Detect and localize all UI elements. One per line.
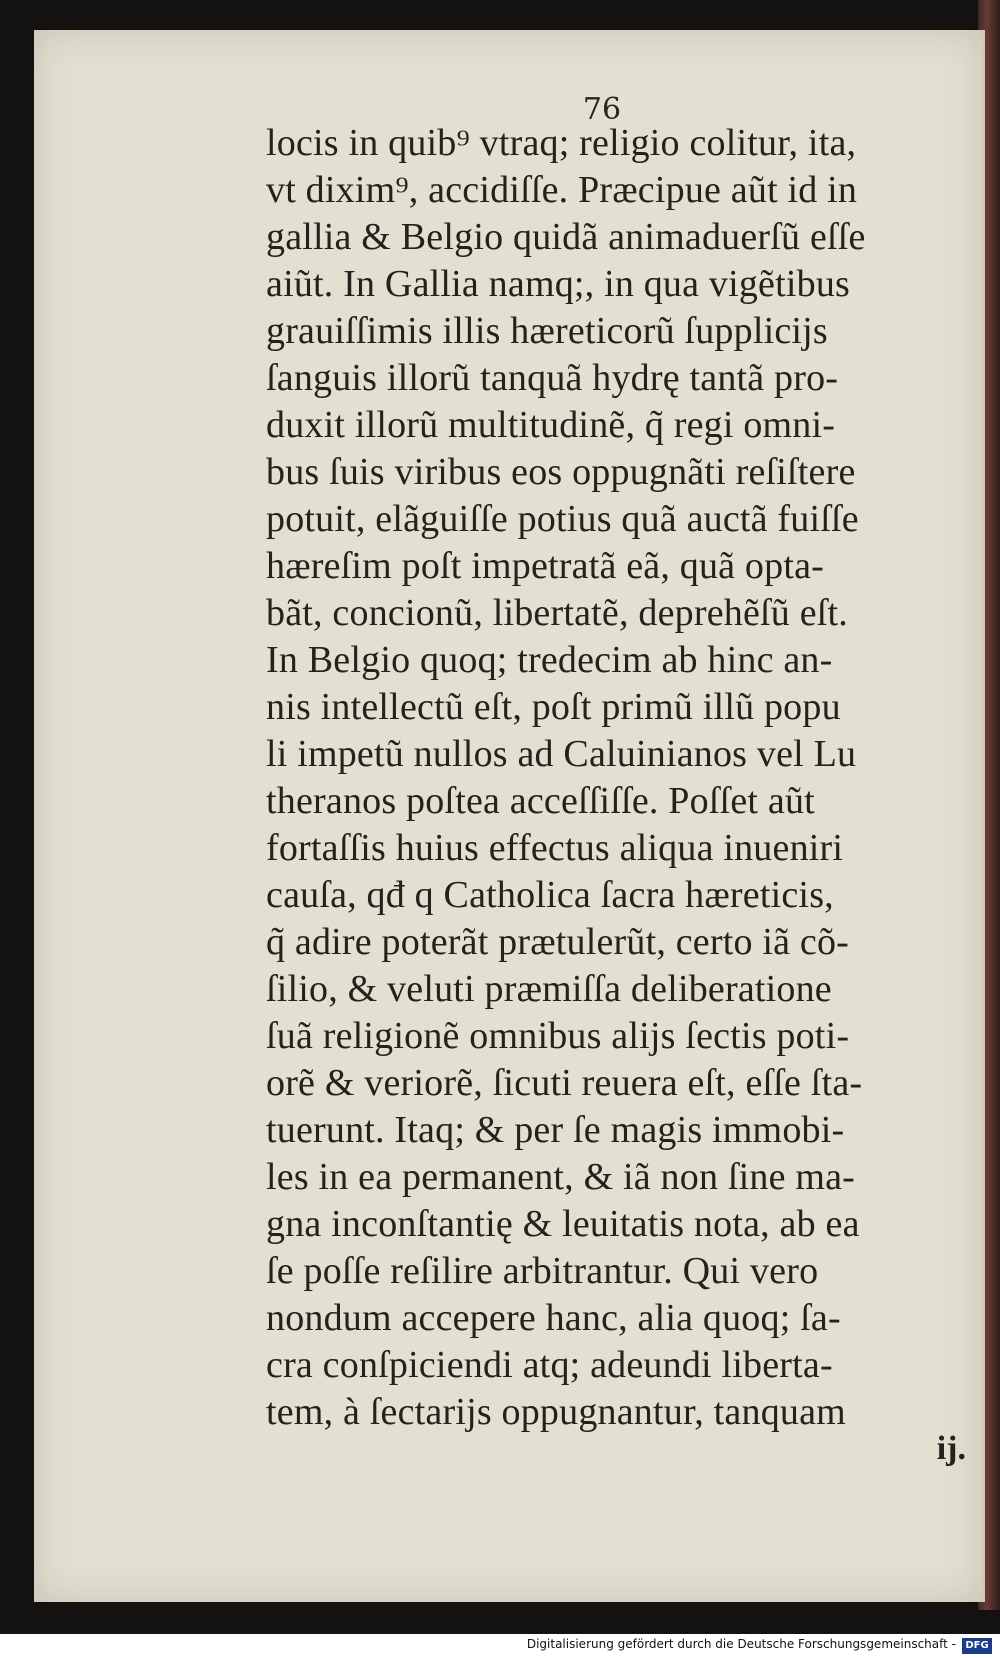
text-line: grauiſſimis illis hæreticorũ ſupplicijs: [266, 310, 828, 352]
text-line: tem, à ſectarijs oppugnantur, tanquam: [266, 1391, 846, 1433]
text-line: ſanguis illorũ tanquã hydrę tantã pro-: [266, 357, 839, 399]
text-line: In Belgio quoq; tredecim ab hinc an-: [266, 639, 833, 681]
text-line: theranos poſtea acceſſiſſe. Poſſet aũt: [266, 780, 815, 822]
text-line: nondum accepere hanc, alia quoq; ſa-: [266, 1297, 841, 1339]
text-line: bus ſuis viribus eos oppugnãti reſiſtere: [266, 451, 856, 493]
body-text: [266, 120, 974, 1436]
text-line: gna inconſtantię & leuitatis nota, ab ea: [266, 1203, 860, 1245]
text-line: ſuã religionẽ omnibus alijs ſectis poti-: [266, 1015, 850, 1057]
text-line: fortaſſis huius effectus aliqua inueniri: [266, 827, 844, 869]
text-line: vt dixim⁹, accidiſſe. Præcipue aũt id in: [266, 169, 858, 211]
text-line: potuit, elãguiſſe potius quã auctã fuiſſe: [266, 498, 859, 540]
text-line: q̃ adire poterãt prætulerũt, certo iã cõ-: [266, 921, 850, 963]
text-line: li impetũ nullos ad Caluinianos vel Lu: [266, 733, 857, 775]
text-line: duxit illorũ multitudinẽ, q̃ regi omni-: [266, 404, 836, 446]
text-line: cauſa, qđ q Catholica ſacra hæreticis,: [266, 874, 834, 916]
text-line: ſilio, & veluti præmiſſa deliberatione: [266, 968, 832, 1010]
text-line: cra conſpiciendi atq; adeundi liberta-: [266, 1344, 833, 1386]
text-line: les in ea permanent, & iã non ſine ma-: [266, 1156, 856, 1198]
text-line: aiũt. In Gallia namq;, in qua vigẽtibus: [266, 263, 851, 305]
text-line: tuerunt. Itaq; & per ſe magis immobi-: [266, 1109, 845, 1151]
funding-credit: Digitalisierung gefördert durch die Deutsche Forschungsgemeinschaft -: [526, 1637, 956, 1651]
text-line: nis intellectũ eſt, poſt primũ illũ popu: [266, 686, 841, 728]
footer-bar: [0, 1634, 1000, 1658]
page-number: 76: [582, 92, 622, 127]
text-line: locis in quib⁹ vtraq; religio colitur, ita,: [266, 122, 857, 164]
text-line: gallia & Belgio quidã animaduerſũ eſſe: [266, 216, 866, 258]
text-line: bãt, concionũ, libertatẽ, deprehẽſũ eſt.: [266, 592, 848, 634]
dfg-logo: DFG: [962, 1638, 992, 1654]
text-line: orẽ & veriorẽ, ſicuti reuera eſt, eſſe ſta-: [266, 1062, 863, 1104]
text-line: ſe poſſe reſilire arbitrantur. Qui vero: [266, 1250, 819, 1292]
catchword: ij.: [936, 1430, 966, 1467]
text-line: hæreſim poſt impetratã eã, quã opta-: [266, 545, 825, 587]
